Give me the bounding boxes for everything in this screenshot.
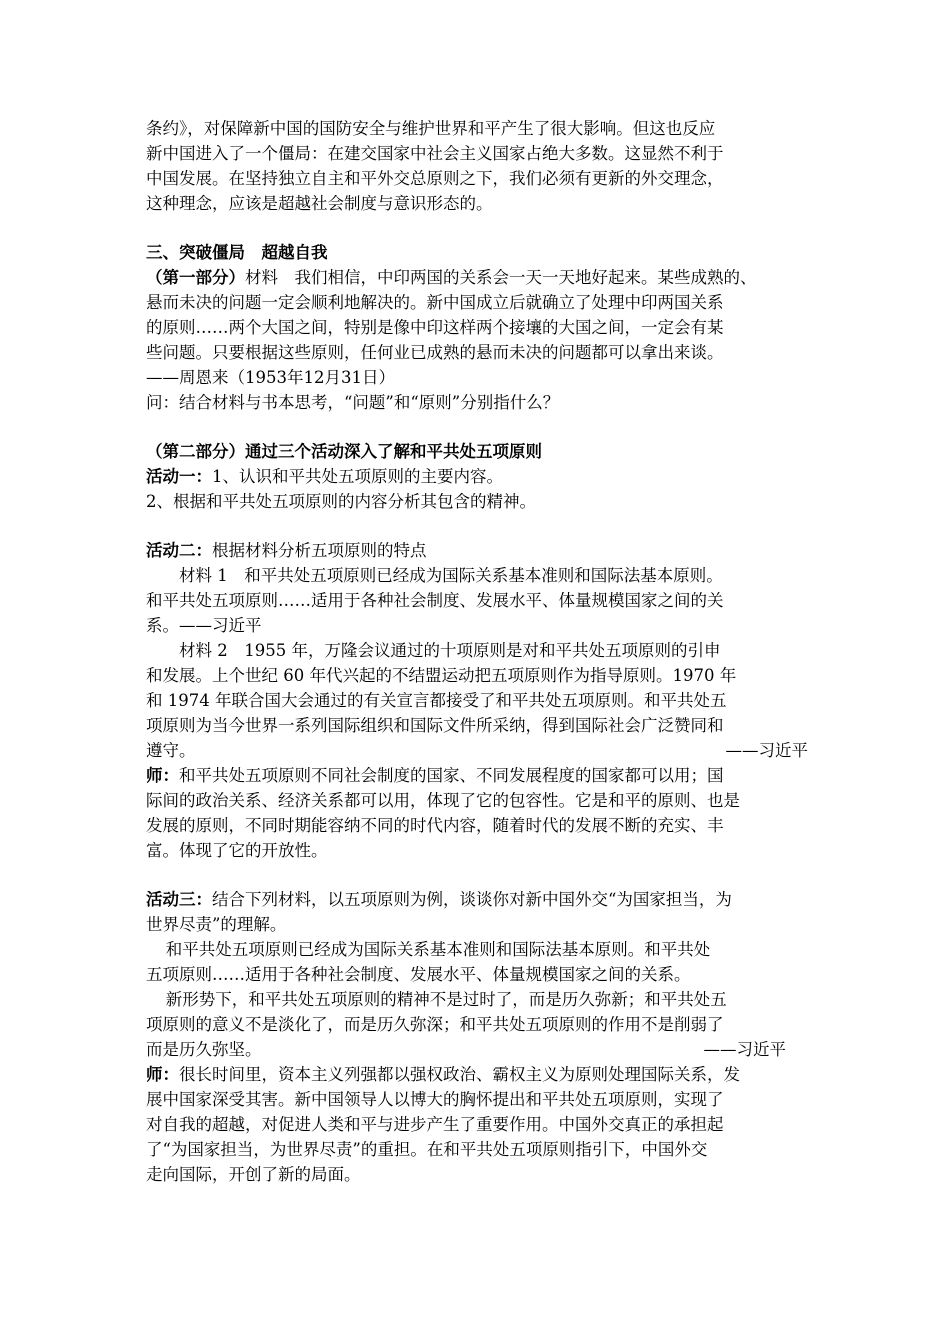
material3-last-line — [146, 1037, 816, 1062]
teacher1-line — [146, 763, 816, 788]
part1-text: 材料 我们相信，中印两国的关系会一天一天地好起来。某些成熟的、 — [245, 268, 757, 287]
activity2-label: 活动二： — [146, 541, 212, 560]
part1-label: （第一部分） — [146, 268, 245, 287]
part1-line: 悬而未决的问题一定会顺利地解决的。新中国成立后就确立了处理中印两国关系 — [146, 293, 724, 312]
material3-line: 和平共处五项原则已经成为国际关系基本准则和国际法基本原则。和平共处 — [165, 940, 711, 959]
teacher1-line: 际间的政治关系、经济关系都可以用，体现了它的包容性。它是和平的原则、也是 — [146, 791, 740, 810]
material2-line: 和 1974 年联合国大会通过的有关宣言都接受了和平共处五项原则。和平共处五 — [146, 691, 727, 710]
teacher-label: 师： — [146, 766, 179, 785]
material1-line: 材料 1 和平共处五项原则已经成为国际关系基本准则和国际法基本原则。 — [179, 566, 723, 585]
material3-line: 五项原则……适用于各种社会制度、发展水平、体量规模国家之间的关系。 — [146, 965, 691, 984]
activity1-item: 2、根据和平共处五项原则的内容分析其包含的精神。 — [146, 492, 536, 511]
teacher2-line — [146, 1062, 816, 1087]
spacer — [146, 514, 816, 538]
intro-line: 这种理念，应该是超越社会制度与意识形态的。 — [146, 194, 493, 213]
part1-question: 问：结合材料与书本思考，“问题”和“原则”分别指什么？ — [146, 393, 560, 412]
activity1-label: 活动一： — [146, 467, 212, 486]
material3-line: 而是历久弥坚。 — [146, 1040, 262, 1059]
material2-line: 和发展。上个世纪 60 年代兴起的不结盟运动把五项原则作为指导原则。1970 年 — [146, 666, 737, 685]
teacher1-line: 发展的原则，不同时期能容纳不同的时代内容，随着时代的发展不断的充实、丰 — [146, 816, 724, 835]
part1-source: ——周恩来（1953年12月31日） — [146, 368, 395, 387]
intro-line: 新中国进入了一个僵局：在建交国家中社会主义国家占绝大多数。这显然不利于 — [146, 144, 724, 163]
intro-line: 中国发展。在坚持独立自主和平外交总原则之下，我们必须有更新的外交理念， — [146, 169, 724, 188]
teacher1-text: 和平共处五项原则不同社会制度的国家、不同发展程度的国家都可以用；国 — [179, 766, 724, 785]
spacer — [146, 216, 816, 240]
material2-line: 项原则为当今世界一系列国际组织和国际文件所采纳，得到国际社会广泛赞同和 — [146, 716, 724, 735]
material3-line: 新形势下，和平共处五项原则的精神不是过时了，而是历久弥新；和平共处五 — [165, 990, 727, 1009]
intro-line: 条约》，对保障新中国的国防安全与维护世界和平产生了很大影响。但这也反应 — [146, 119, 716, 138]
document-body — [146, 116, 816, 1187]
teacher-label: 师： — [146, 1065, 179, 1084]
teacher2-line: 展中国家深受其害。新中国领导人以博大的胸怀提出和平共处五项原则，实现了 — [146, 1090, 724, 1109]
part1-line: 些问题。只要根据这些原则，任何业已成熟的悬而未决的问题都可以拿出来谈。 — [146, 343, 724, 362]
part2-heading: （第二部分）通过三个活动深入了解和平共处五项原则 — [146, 442, 542, 461]
teacher2-line: 对自我的超越，对促进人类和平与进步产生了重要作用。中国外交真正的承担起 — [146, 1115, 724, 1134]
teacher1-line: 富。体现了它的开放性。 — [146, 841, 328, 860]
activity3-line: 世界尽责”的理解。 — [146, 915, 287, 934]
activity3-label: 活动三： — [146, 890, 212, 909]
section-heading: 三、突破僵局 超越自我 — [146, 243, 328, 262]
material1-line: 和平共处五项原则……适用于各种社会制度、发展水平、体量规模国家之间的关 — [146, 591, 724, 610]
teacher2-line: 了“为国家担当，为世界尽责”的重担。在和平共处五项原则指引下，中国外交 — [146, 1140, 708, 1159]
activity2-line — [146, 538, 816, 563]
teacher2-text: 很长时间里，资本主义列强都以强权政治、霸权主义为原则处理国际关系，发 — [179, 1065, 740, 1084]
activity1-item: 1、认识和平共处五项原则的主要内容。 — [212, 467, 503, 486]
material1-line: 系。——习近平 — [146, 616, 262, 635]
material2-line: 材料 2 1955 年，万隆会议通过的十项原则是对和平共处五项原则的引申 — [179, 641, 721, 660]
teacher2-line: 走向国际，开创了新的局面。 — [146, 1165, 361, 1184]
activity2-text: 根据材料分析五项原则的特点 — [212, 541, 427, 560]
part1-line: 的原则……两个大国之间，特别是像中印这样两个接壤的大国之间，一定会有某 — [146, 318, 724, 337]
material2-source: ——习近平 — [725, 741, 808, 760]
activity1-line — [146, 464, 816, 489]
material2-last-line — [146, 738, 816, 763]
part1-line — [146, 265, 816, 290]
spacer — [146, 863, 816, 887]
material3-source: ——习近平 — [703, 1040, 786, 1059]
activity3-line — [146, 887, 816, 912]
material3-line: 项原则的意义不是淡化了，而是历久弥深；和平共处五项原则的作用不是削弱了 — [146, 1015, 724, 1034]
spacer — [146, 415, 816, 439]
activity3-text: 结合下列材料，以五项原则为例，谈谈你对新中国外交“为国家担当，为 — [212, 890, 732, 909]
material2-line: 遵守。 — [146, 741, 196, 760]
